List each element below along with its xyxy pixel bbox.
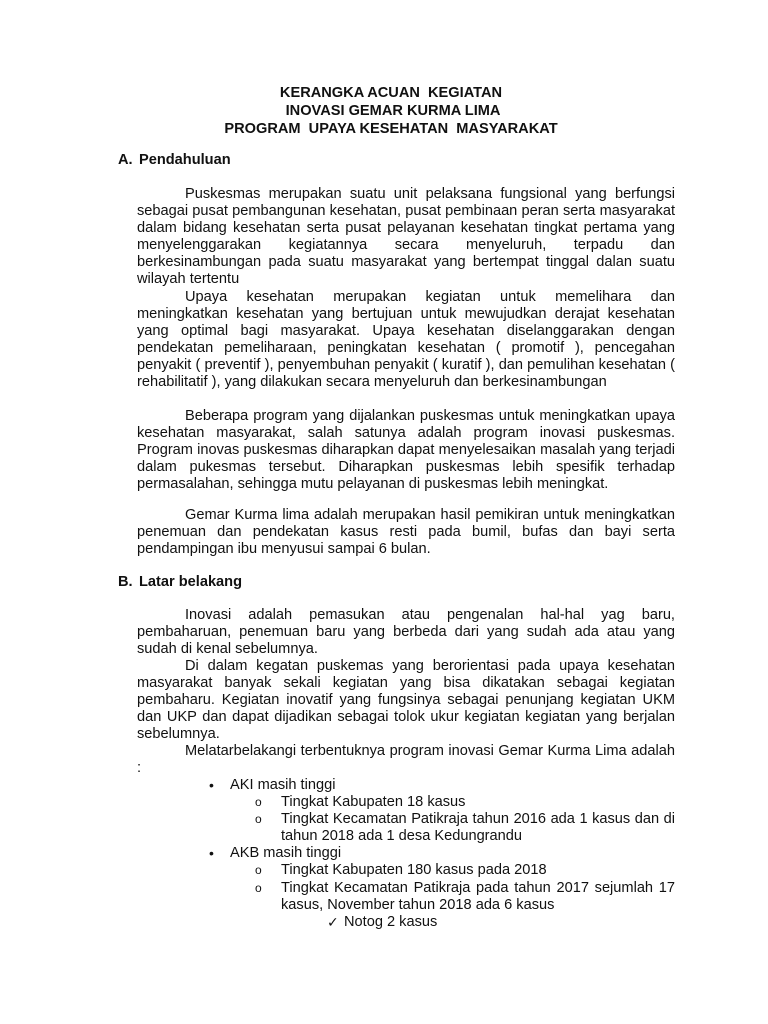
list-item-text: Tingkat Kabupaten 18 kasus (281, 794, 466, 811)
list-item (137, 777, 675, 794)
paragraph (137, 507, 675, 558)
list-item-text: AKI masih tinggi (230, 777, 336, 793)
paragraph-text: Di dalam kegatan puskemas yang berorientasi pada upaya kesehatan masyarakat banyak sekali kegiatan yang bisa dikatakan sebagai kegiatan pembaharu. Kegiatan inovatif yang fungsinya sebagai penunjang kegiatan UKM dan UKP dan dapat dijadikan sebagai tolok ukur kegiatan kegiatan yang berjalan sebelumnya. (137, 658, 675, 743)
circle-bullet-icon: o (255, 880, 262, 895)
paragraph (137, 743, 675, 777)
list-item (137, 794, 675, 811)
list-item (137, 811, 675, 845)
circle-bullet-icon: o (255, 812, 262, 827)
paragraph (137, 607, 675, 658)
section-b-heading (118, 573, 242, 591)
check-icon: ✓ (327, 913, 339, 930)
paragraph-text: Gemar Kurma lima adalah merupakan hasil pemikiran untuk meningkatkan penemuan dan pendekatan kasus resti pada bumil, bufas dan bayi serta pendampingan ibu menyusui sampai 6 bulan. (137, 507, 675, 558)
paragraph-text: Melatarbelakangi terbentuknya program inovasi Gemar Kurma Lima adalah : (137, 743, 675, 777)
bullet-icon: • (209, 845, 214, 862)
paragraph (137, 408, 675, 493)
paragraph (137, 186, 675, 289)
bullet-icon: • (209, 777, 214, 793)
paragraph-text: Upaya kesehatan merupakan kegiatan untuk memelihara dan meningkatkan kesehatan yang bertujuan untuk mewujudkan derajat kesehatan yang optimal bagi masyarakat. Upaya kesehatan diselanggarakan dengan pendekatan pemeliharaan, peningkatan kesehatan ( promotif ), pencegahan penyakit ( preventif ), penyembuhan penyakit ( kuratif ), dan pemulihan kesehatan ( rehabilitatif ), yang dilakukan secara menyeluruh dan berkesinambungan (137, 289, 675, 391)
document-title-block (110, 84, 672, 138)
section-b-label: B. (118, 574, 133, 590)
paragraph (137, 289, 675, 392)
list-item (137, 862, 675, 879)
background-list (137, 777, 675, 931)
document-program-title: PROGRAM UPAYA KESEHATAN MASYARAKAT (224, 121, 558, 137)
circle-bullet-icon: o (255, 795, 262, 810)
paragraph (137, 658, 675, 743)
circle-bullet-icon: o (255, 863, 262, 878)
list-item (137, 845, 675, 862)
list-item-text: Tingkat Kabupaten 180 kasus pada 2018 (281, 862, 547, 879)
document-title: KERANGKA ACUAN KEGIATAN (279, 85, 503, 101)
list-item-text: Notog 2 kasus (344, 913, 438, 930)
list-item (137, 914, 675, 931)
paragraph-text: Beberapa program yang dijalankan puskesmas untuk meningkatkan upaya kesehatan masyarakat, salah satunya adalah program inovasi puskesmas. Program inovas puskesmas diharapkan dapat menyelesaikan masalah yang terjadi dalam pukesmas tersebut. Diharapkan puskesmas lebih spesifik terhadap permasalahan, sehingga mutu pelayanan di puskesmas lebih meningkat. (137, 408, 675, 493)
section-a-label: A. (118, 152, 133, 168)
list-item-text: Tingkat Kecamatan Patikraja tahun 2016 ada 1 kasus dan di tahun 2018 ada 1 desa Kedungrandu (281, 811, 675, 845)
list-item-text: AKB masih tinggi (230, 845, 342, 862)
section-a-heading (118, 151, 231, 169)
section-b-title: Latar belakang (139, 574, 243, 590)
paragraph-text: Puskesmas merupakan suatu unit pelaksana fungsional yang berfungsi sebagai pusat pembangunan kesehatan, pusat pembinaan peran serta masyarakat dalam bidang kesehatan serta pusat pelayanan kesehatan tingkat pertama yang menyelenggarakan kegiatannya secara menyeluruh, terpadu dan berkesinambungan pada suatu masyarakat yang bertempat tinggal dalan suatu wilayah tertentu (137, 186, 675, 288)
section-a-title: Pendahuluan (139, 152, 231, 168)
paragraph-text: Inovasi adalah pemasukan atau pengenalan hal-hal yag baru, pembaharuan, penemuan baru yang berbeda dari yang sudah ada atau yang sudah di kenal sebelumnya. (137, 607, 675, 658)
document-subtitle: INOVASI GEMAR KURMA LIMA (281, 103, 501, 119)
list-item-text: Tingkat Kecamatan Patikraja pada tahun 2017 sejumlah 17 kasus, November tahun 2018 ada 6 kasus (281, 879, 675, 913)
list-item (137, 880, 675, 914)
